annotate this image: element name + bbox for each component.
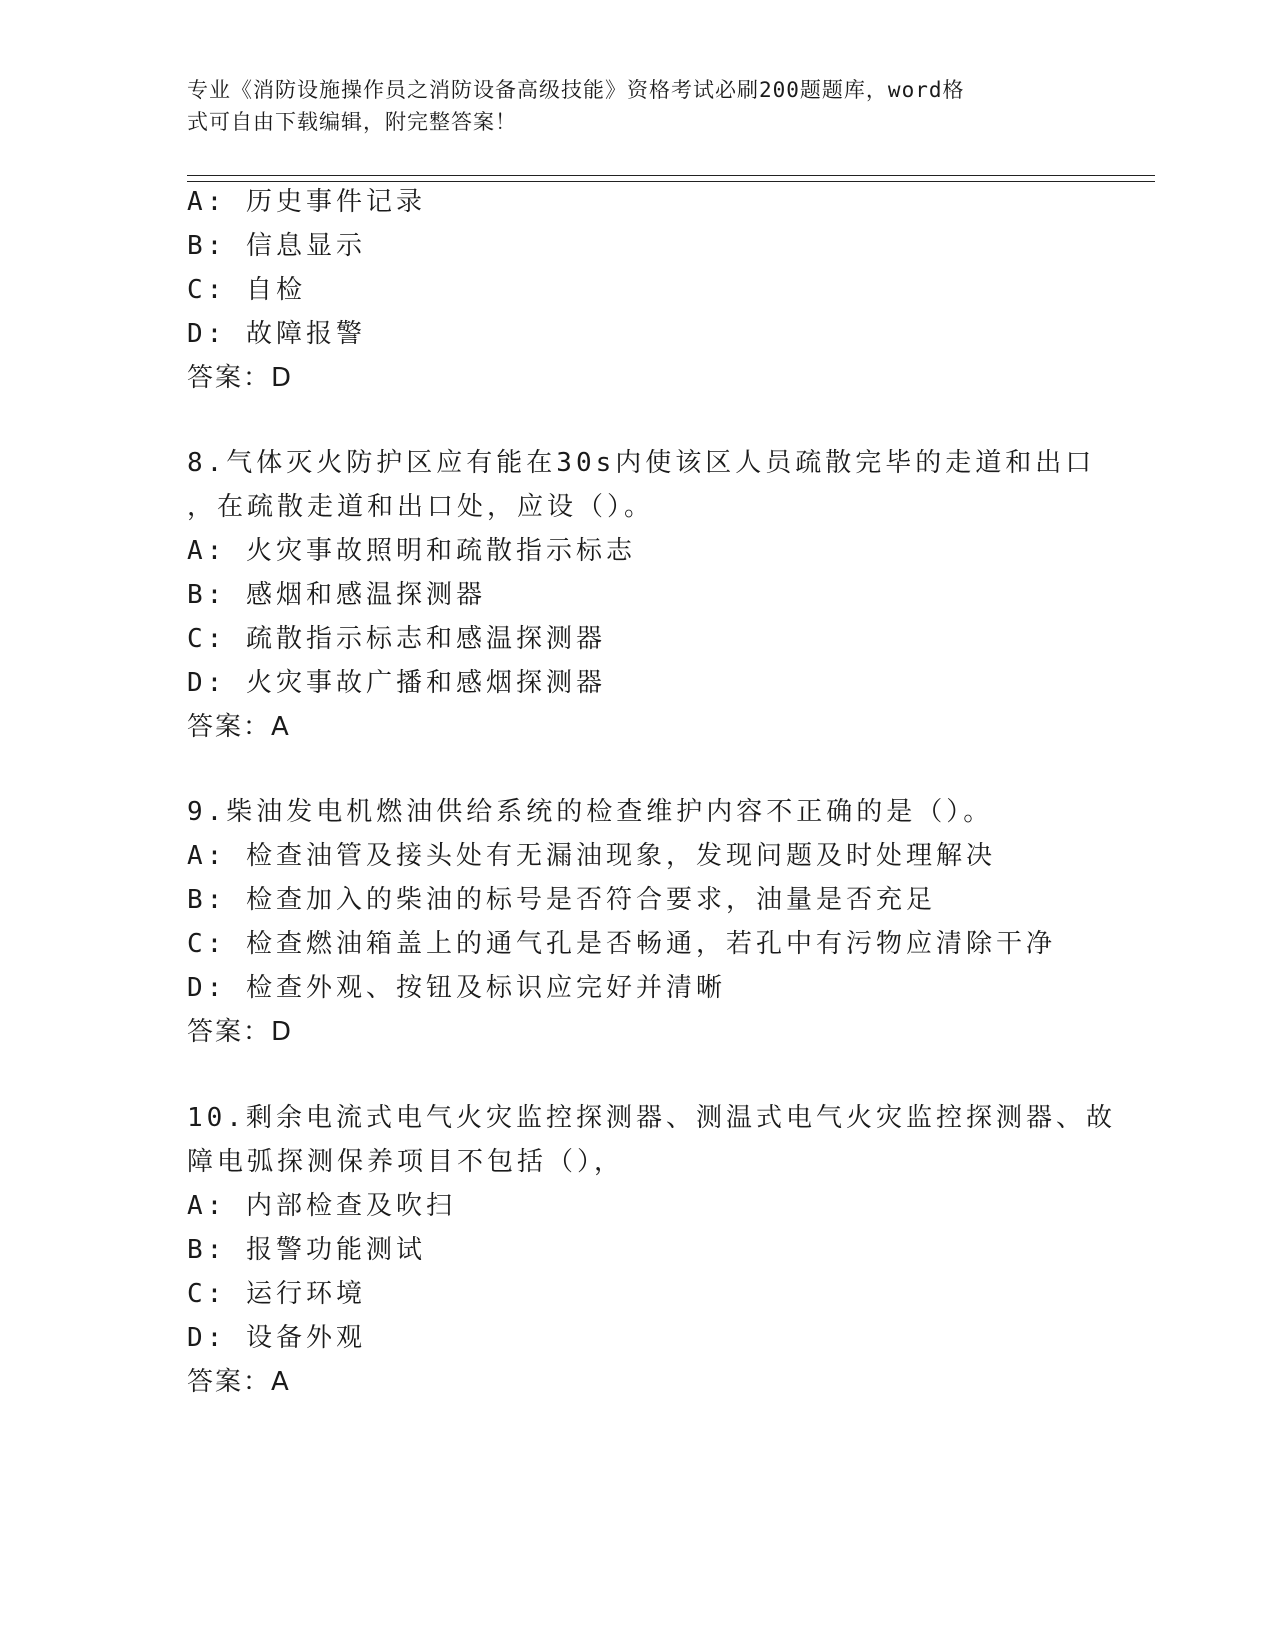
q9-option-d: D: 检查外观、按钮及标识应完好并清晰 [187,973,726,1003]
q8-answer: 答案：A [187,712,291,742]
q8-option-b: B: 感烟和感温探测器 [187,580,486,610]
q10-option-c: C: 运行环境 [187,1279,366,1309]
q9-stem-line-1: 9.柴油发电机燃油供给系统的检查维护内容不正确的是（）。 [187,797,994,827]
q10-option-d: D: 设备外观 [187,1323,366,1353]
q7-answer: 答案：D [187,363,294,393]
q10-option-a: A: 内部检查及吹扫 [187,1191,456,1221]
q10-option-b: B: 报警功能测试 [187,1235,426,1265]
q7-option-c: C: 自检 [187,275,306,305]
q8-option-d: D: 火灾事故广播和感烟探测器 [187,668,606,698]
q8-stem-line-2: ，在疏散走道和出口处，应设（）。 [187,492,655,522]
q8-stem-line-1: 8.气体灭火防护区应有能在30s内使该区人员疏散完毕的走道和出口 [187,448,1096,478]
q7-option-d: D: 故障报警 [187,319,366,349]
header-line-2: 式可自由下载编辑，附完整答案！ [187,110,517,134]
q9-answer: 答案：D [187,1017,294,1047]
q10-stem-line-2: 障电弧探测保养项目不包括（）， [187,1147,625,1177]
q7-option-b: B: 信息显示 [187,231,366,261]
q9-option-c: C: 检查燃油箱盖上的通气孔是否畅通，若孔中有污物应清除干净 [187,929,1056,959]
header-divider-top [187,175,1155,176]
q9-option-a: A: 检查油管及接头处有无漏油现象，发现问题及时处理解决 [187,841,996,871]
q7-option-a: A: 历史事件记录 [187,187,426,217]
q10-stem-line-1: 10.剩余电流式电气火灾监控探测器、测温式电气火灾监控探测器、故 [187,1103,1116,1133]
q9-option-b: B: 检查加入的柴油的标号是否符合要求，油量是否充足 [187,885,936,915]
q8-option-c: C: 疏散指示标志和感温探测器 [187,624,606,654]
q8-option-a: A: 火灾事故照明和疏散指示标志 [187,536,636,566]
q10-answer: 答案：A [187,1367,291,1397]
header-line-1: 专业《消防设施操作员之消防设备高级技能》资格考试必刷200题题库，word格 [187,78,965,102]
page-header [187,74,1067,138]
